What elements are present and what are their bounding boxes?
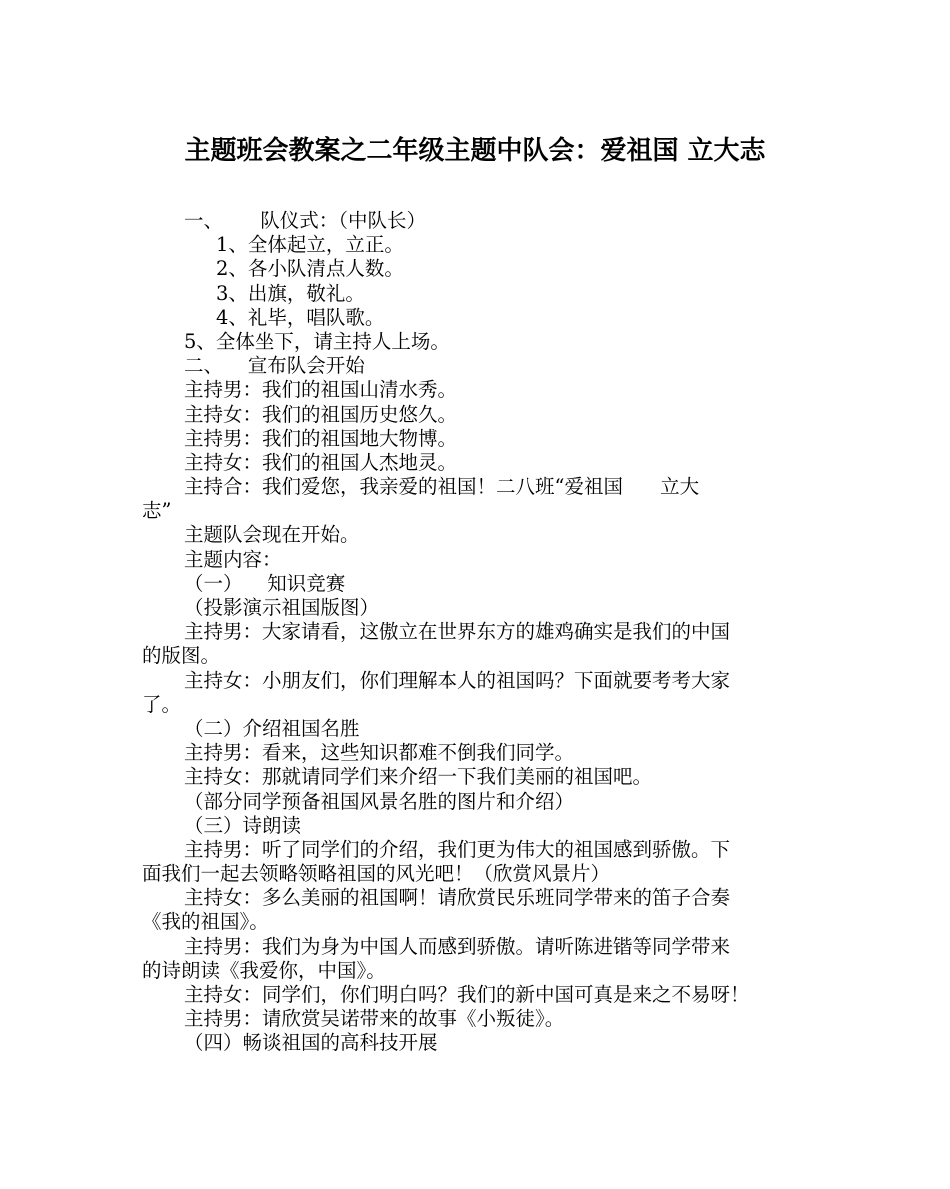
- text-line: 主持女：多么美丽的祖国啊！请欣赏民乐班同学带来的笛子合奏: [184, 886, 731, 910]
- text-line: 一、 队仪式：（中队长）: [184, 209, 426, 232]
- text-line: 主持男：我们的祖国地大物博。: [184, 426, 458, 450]
- text-line: 4、礼毕，唱队歌。: [216, 305, 385, 329]
- text-line: 主持男：看来，这些知识都难不倒我们同学。: [184, 741, 575, 765]
- text-line: 主持男：听了同学们的介绍，我们更为伟大的祖国感到骄傲。下: [184, 837, 731, 861]
- document-title: 主题班会教案之二年级主题中队会：爱祖国 立大志: [184, 136, 766, 166]
- text-line: 主持男：我们的祖国山清水秀。: [184, 378, 458, 402]
- document-body: [142, 209, 814, 1056]
- text-line: 1、全体起立，立正。: [216, 233, 404, 257]
- text-line: （部分同学预备祖国风景名胜的图片和介绍）: [184, 789, 575, 813]
- text-line: 主题队会现在开始。: [184, 523, 360, 547]
- text-line: 主持女：那就请同学们来介绍一下我们美丽的祖国吧。: [184, 765, 653, 789]
- text-line: 5、全体坐下，请主持人上场。: [184, 329, 450, 353]
- text-line: 主持女：我们的祖国历史悠久。: [184, 402, 458, 426]
- text-line: 3、出旗，敬礼。: [216, 281, 365, 305]
- text-line: 的版图。: [142, 644, 221, 668]
- text-line: 主持男：请欣赏吴诺带来的故事《小叛徒》。: [184, 1007, 565, 1031]
- text-line: （四）畅谈祖国的高科技开展: [184, 1031, 438, 1055]
- text-line: （三）诗朗读: [184, 813, 302, 837]
- text-line: （投影演示祖国版图）: [184, 596, 380, 619]
- text-line: 主持女：同学们，你们明白吗？我们的新中国可真是来之不易呀！: [184, 983, 750, 1006]
- text-line: 主持男：大家请看，这傲立在世界东方的雄鸡确实是我们的中国: [184, 620, 731, 644]
- text-line: （二）介绍祖国名胜: [184, 716, 360, 740]
- text-line: 志”: [142, 499, 172, 523]
- text-line: 的诗朗读《我爱你，中国》。: [142, 958, 386, 982]
- text-line: 主持女：小朋友们，你们理解本人的祖国吗？下面就要考考大家: [184, 668, 731, 692]
- text-line: 主持男：我们为身为中国人而感到骄傲。请听陈进锴等同学带来: [184, 934, 731, 958]
- text-line: （一） 知识竞赛: [184, 571, 346, 595]
- text-line: 主题内容：: [184, 547, 282, 571]
- text-line: 了。: [142, 692, 182, 716]
- text-line: 2、各小队清点人数。: [216, 257, 404, 281]
- text-line: 主持合：我们爱您，我亲爱的祖国！二八班“爱祖国 立大: [184, 475, 700, 499]
- text-line: 主持女：我们的祖国人杰地灵。: [184, 450, 458, 474]
- text-line: 《我的祖国》。: [142, 910, 269, 934]
- text-line: 二、 宣布队会开始: [184, 354, 365, 378]
- text-line: 面我们一起去领略领略祖国的风光吧！（欣赏风景片）: [142, 862, 611, 886]
